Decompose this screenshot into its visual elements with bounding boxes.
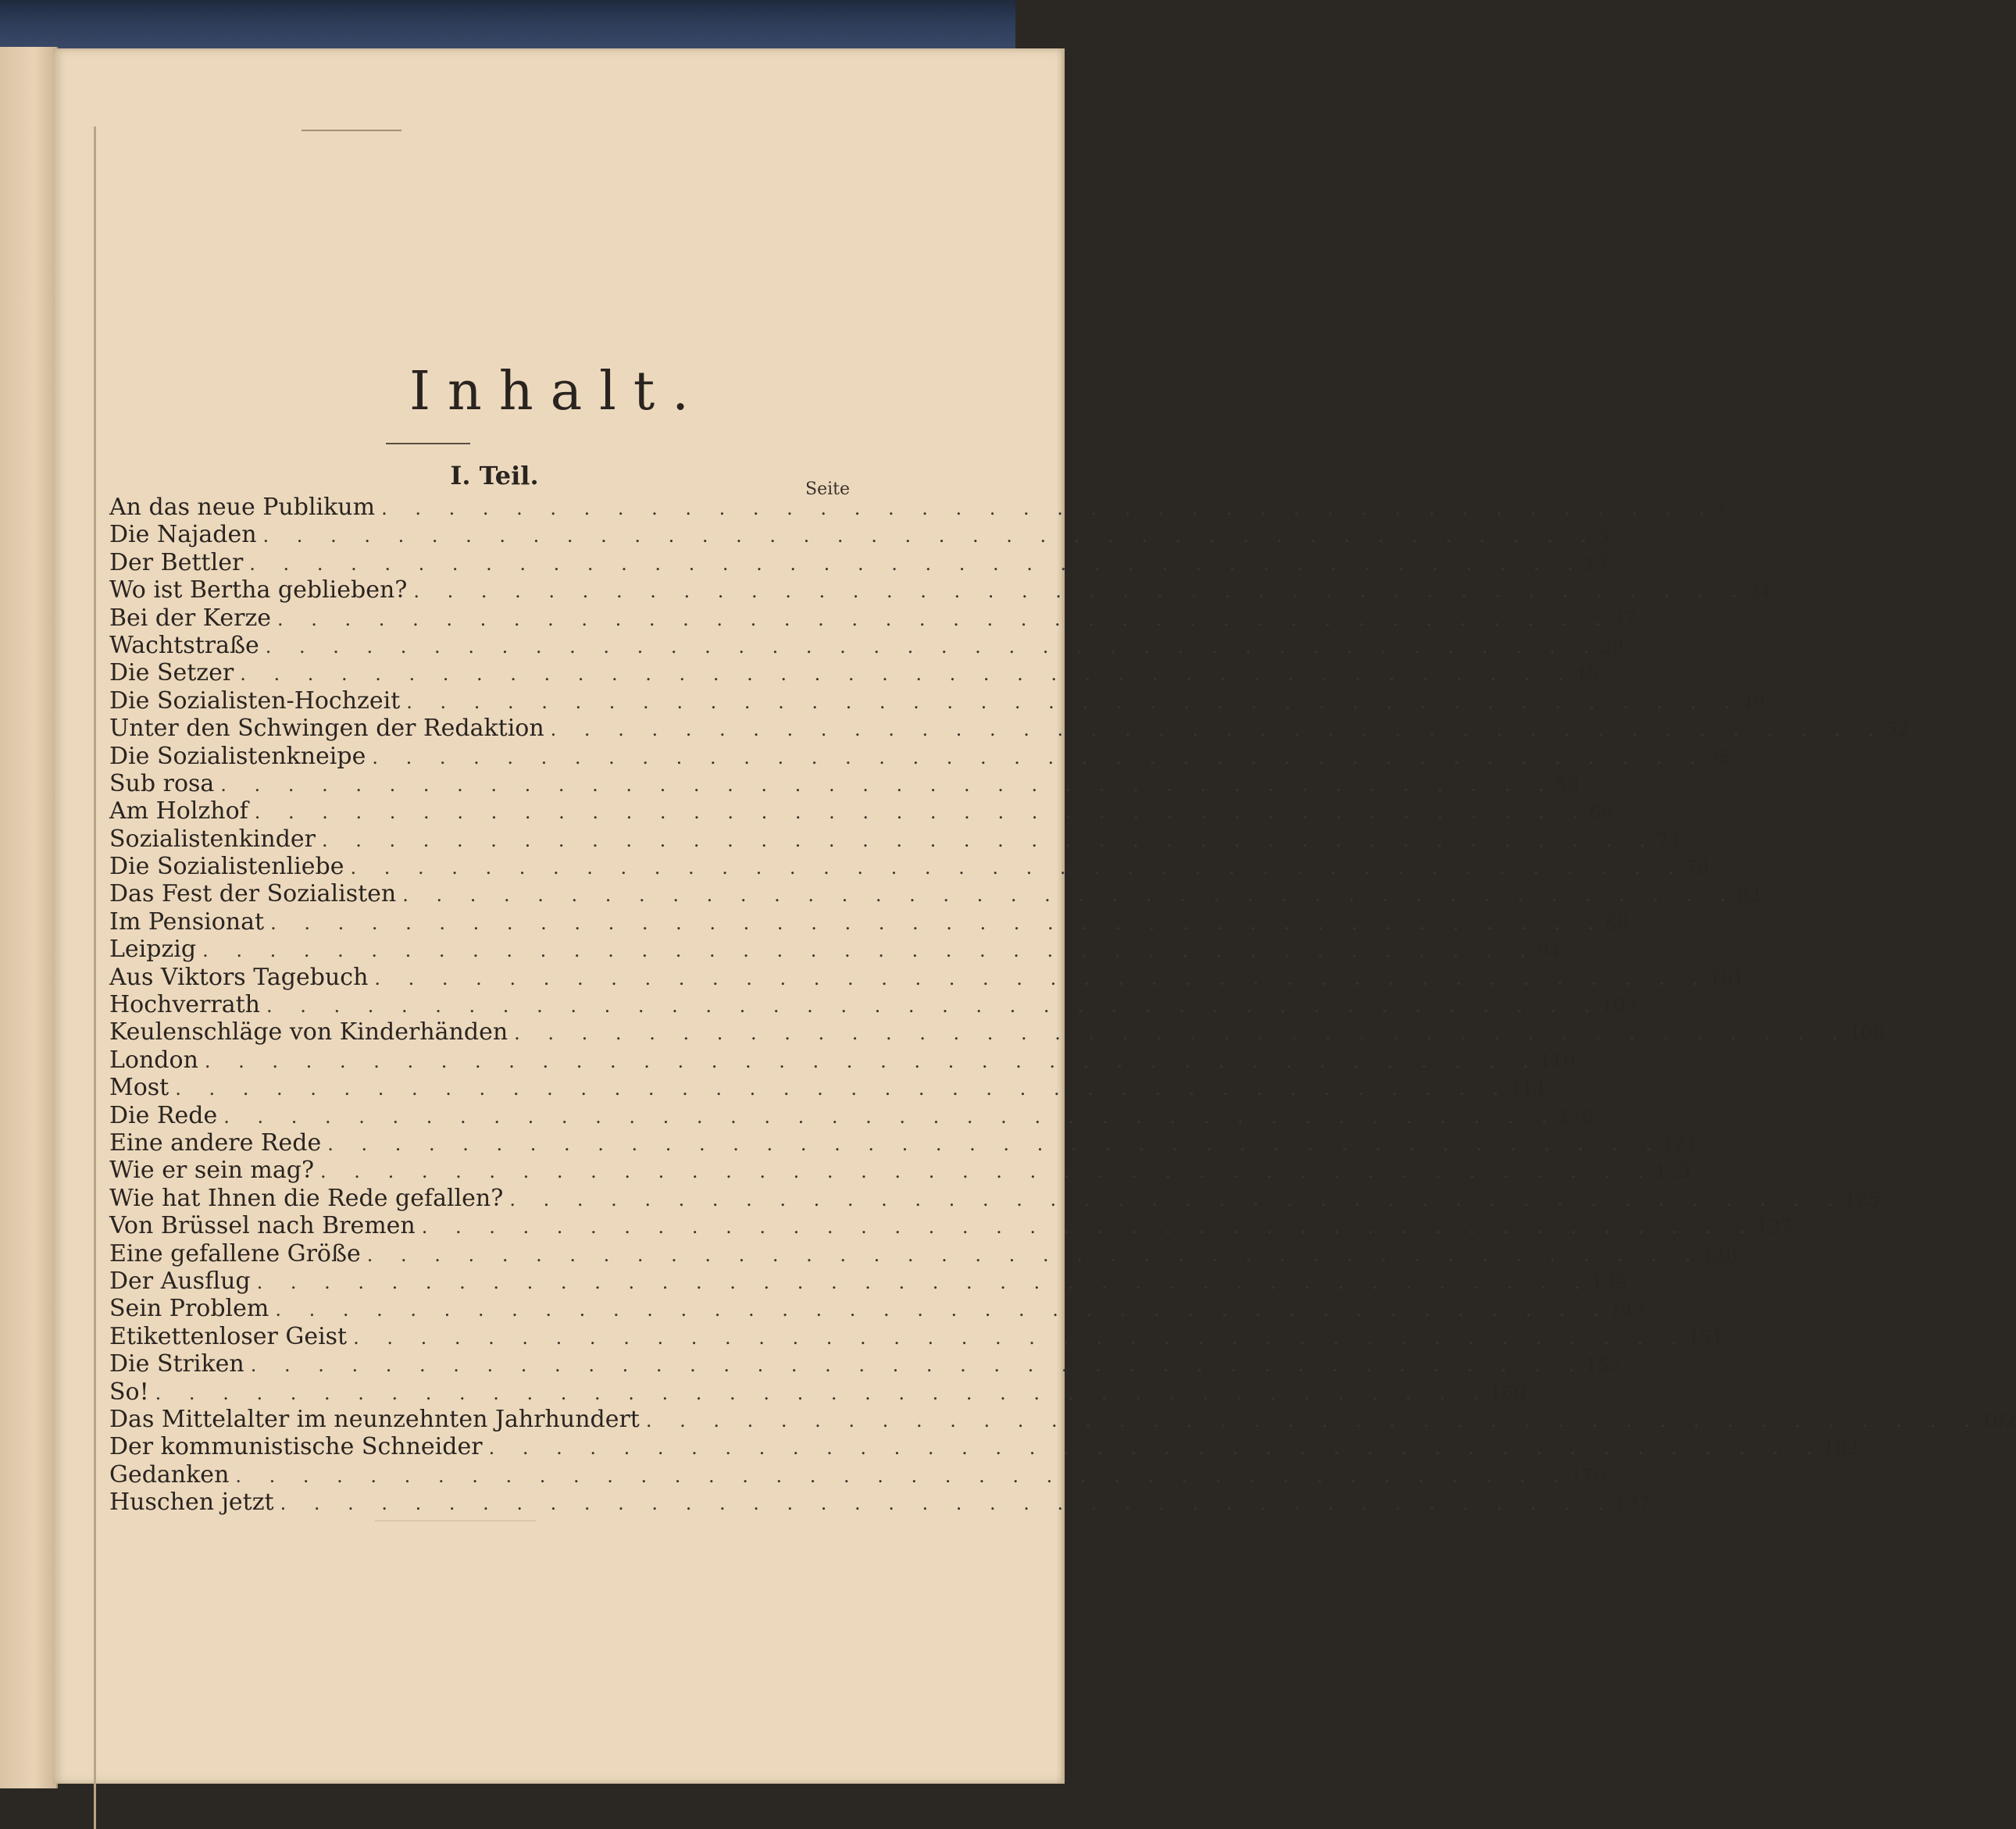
toc-entry [109,548,1608,576]
toc-entry-page: 34 [1748,580,1772,603]
toc-entry-page: 68 [1589,801,1613,824]
toc-entry [109,1157,1691,1185]
toc-entry-page: 127 [1756,1216,1793,1239]
toc-entry-title: Wo ist Bertha geblieben? [109,576,408,604]
toc-entry [109,604,1636,632]
toc-entry-title: Am Holzhof [109,797,248,825]
toc-entry-page: 103 [1600,995,1637,1018]
toc-entry [109,963,1745,991]
toc-entry-title: Wachtstraße [109,631,259,659]
toc-leader-dots: . . . . . . . . . . . . . . . . . . . . . . . . . . . . . . . . . . . . . . . . [353,1326,1688,1349]
toc-leader-dots: . . . . . . . . . . . . . . . . . . . . . . . . . . . . . . . . . . . . . . . . [250,1354,1586,1377]
toc-entry [109,797,1613,825]
toc-entry-title: Das Mittelalter im neunzehnten Jahrhundert [109,1405,640,1433]
toc-entry-page: 79 [1685,857,1709,879]
toc-leader-dots: . . . . . . . . . . . . . . . . . . . . . . . . . . . . . . . . . . . . . . . . [254,801,1590,824]
toc-entry [109,521,1610,549]
toc-entry-title: Sub rosa [109,769,215,797]
toc-entry-title: Die Rede [109,1101,218,1129]
toc-entry-page: 55 [1707,746,1731,768]
toc-entry-title: Huschen jetzt [109,1489,274,1517]
toc-entry-title: Wie er sein mag? [109,1157,315,1185]
toc-entry-page: 94 [1536,939,1561,962]
toc-entry [109,825,1681,853]
toc-entry [109,907,1629,936]
toc-leader-dots: . . . . . . . . . . . . . . . . . . . . . . . . . . . . . . . . . . . . . . . . [270,911,1605,934]
toc-entry [109,1322,1724,1350]
toc-leader-dots: . . . . . . . . . . . . . . . . . . . . . . . . . . . . . . . . . . . . . . . . [204,1050,1540,1072]
toc-entry [109,631,1624,659]
toc-leader-dots: . . . . . . . . . . . . . . . . . . . . . . . . . . . . . . . . . . . . . . . . [223,1105,1558,1128]
toc-entry-title: Die Setzer [109,659,234,687]
toc-entry [109,1074,1546,1102]
toc-leader-dots: . . . . . . . . . . . . . . . . . . . . . . . . . . . . . . . . . . . . . . . . [280,1492,1615,1515]
toc-leader-dots: . . . . . . . . . . . . . . . . . . . . . . . . . . . . . . . . . . . . . . . . [550,718,1886,741]
toc-entry-page: 160 [1490,1382,1526,1404]
toc-leader-dots: . . . . . . . . . . . . . . . . . . . . . . . . . . . . . . . . . . . . . . . . [322,829,1657,851]
toc-entry [109,1128,1698,1157]
toc-leader-dots: . . . . . . . . . . . . . . . . . . . . . . . . . . . . . . . . . . . . . . . . [235,1464,1571,1487]
toc-entry [109,1046,1575,1074]
toc-entry [109,1101,1594,1129]
toc-leader-dots: . . . . . . . . . . . . . . . . . . . . . . . . . . . . . . . . . . . . . . . . [381,497,1716,519]
toc-entry-title: Bei der Kerze [109,604,272,632]
toc-entry-title: Hochverrath [109,991,260,1019]
toc-entry-title: Sozialistenkinder [109,825,316,853]
toc-entry-title: Der Ausflug [109,1267,251,1295]
toc-entry-page: 151 [1687,1326,1724,1349]
toc-entry-title: Most [109,1074,169,1102]
toc-entry-page: 49 [1740,690,1765,713]
toc-entry-page: 139 [1591,1271,1628,1293]
toc-leader-dots: . . . . . . . . . . . . . . . . . . . . . . . . . . . . . . . . . . . . . . . . [155,1382,1490,1404]
toc-entry [109,1460,1606,1489]
toc-entry-page: 110 [1539,1050,1575,1072]
toc-leader-dots: . . . . . . . . . . . . . . . . . . . . . . . . . . . . . . . . . . . . . . . . [509,1188,1845,1210]
toc-leader-dots: . . . . . . . . . . . . . . . . . . . . . . . . . . . . . . . . . . . . . . . . [202,939,1537,962]
page-title: Inhalt. [409,361,706,422]
toc-entry-page: 1 [1715,497,1729,519]
toc-entry [109,1018,1885,1046]
toc-entry-page: 37 [1611,608,1636,630]
toc-entry-title: Eine gefallene Größe [109,1239,361,1267]
toc-leader-dots: . . . . . . . . . . . . . . . . . . . . . . . . . . . . . . . . . . . . . . . . [262,525,1598,547]
toc-entry-page: 3 [1597,525,1610,547]
toc-entry-page: 114 [1509,1078,1546,1100]
toc-leader-dots: . . . . . . . . . . . . . . . . . . . . . . . . . . . . . . . . . . . . . . . . [645,1409,1981,1431]
toc-entry [109,494,1729,521]
toc-entry-page: 176 [1570,1464,1606,1487]
toc-entry-page: 123 [1654,1161,1691,1183]
toc-entry-title: Etikettenloser Geist [109,1322,348,1350]
toc-entry-title: Die Sozialistenkneipe [109,742,366,770]
toc-entry [109,1184,1880,1212]
toc-entry-title: Im Pensionat [109,907,265,936]
toc-entry-title: Gedanken [109,1460,230,1489]
toc-leader-dots: . . . . . . . . . . . . . . . . . . . . . . . . . . . . . . . . . . . . . . . . [327,1132,1662,1155]
toc-leader-dots: . . . . . . . . . . . . . . . . . . . . . . . . . . . . . . . . . . . . . . . . [220,773,1555,796]
toc-entry-title: Das Fest der Sozialisten [109,880,397,908]
toc-leader-dots: . . . . . . . . . . . . . . . . . . . . . . . . . . . . . . . . . . . . . . . . [372,746,1707,768]
toc-entry [109,769,1579,797]
toc-entry [109,853,1709,881]
toc-entry-title: Die Sozialistenliebe [109,853,344,881]
table-of-contents [109,494,2016,1517]
toc-entry [109,1378,1526,1406]
toc-entry-page: 89 [1604,911,1629,934]
toc-entry [109,576,1772,604]
toc-leader-dots: . . . . . . . . . . . . . . . . . . . . . . . . . . . . . . . . . . . . . . . . [175,1078,1510,1100]
toc-entry-page: 108 [1848,1022,1885,1045]
toc-leader-dots: . . . . . . . . . . . . . . . . . . . . . . . . . . . . . . . . . . . . . . . . [514,1022,1849,1045]
toc-entry-title: Wie hat Ihnen die Rede gefallen? [109,1184,504,1212]
toc-entry-title: Die Najaden [109,521,257,549]
toc-entry-page: 177 [1615,1492,1651,1515]
toc-leader-dots: . . . . . . . . . . . . . . . . . . . . . . . . . . . . . . . . . . . . . . . . [350,857,1686,879]
left-page-edge [0,47,58,1788]
toc-entry-title: Von Brüssel nach Bremen [109,1212,416,1240]
toc-entry-page: 82 [1736,884,1761,907]
title-divider [386,443,470,444]
toc-entry-title: Aus Viktors Tagebuch [109,963,369,991]
toc-entry-page: 17 [1583,552,1608,575]
page-column-label: Seite [805,480,850,499]
toc-entry-page: 45 [1574,663,1599,686]
toc-entry-title: An das neue Publikum [109,494,376,521]
toc-leader-dots: . . . . . . . . . . . . . . . . . . . . . . . . . . . . . . . . . . . . . . . . [266,995,1601,1018]
toc-entry [109,1433,1860,1461]
toc-entry-title: So! [109,1378,149,1406]
toc-entry-page: 74 [1656,829,1681,851]
toc-leader-dots: . . . . . . . . . . . . . . . . . . . . . . . . . . . . . . . . . . . . . . . . [240,663,1575,686]
toc-leader-dots: . . . . . . . . . . . . . . . . . . . . . . . . . . . . . . . . . . . . . . . . [256,1271,1592,1293]
toc-entry-title: Eine andere Rede [109,1128,322,1157]
toc-leader-dots: . . . . . . . . . . . . . . . . . . . . . . . . . . . . . . . . . . . . . . . . [265,635,1600,658]
toc-leader-dots: . . . . . . . . . . . . . . . . . . . . . . . . . . . . . . . . . . . . . . . . [406,690,1741,713]
toc-leader-dots: . . . . . . . . . . . . . . . . . . . . . . . . . . . . . . . . . . . . . . . . [366,1243,1702,1266]
toc-entry-title: Die Striken [109,1350,244,1378]
toc-entry [109,1489,1651,1517]
book-cover-edge [0,0,1015,53]
toc-entry-page: 128 [1701,1243,1738,1266]
toc-entry [109,1295,1646,1323]
toc-entry-page: 59 [1554,773,1579,796]
toc-entry-page: 162 [1980,1409,2016,1431]
toc-leader-dots: . . . . . . . . . . . . . . . . . . . . . . . . . . . . . . . . . . . . . . . . [413,580,1749,603]
toc-entry [109,1350,1622,1378]
toc-entry-title: Der kommunistische Schneider [109,1433,483,1461]
toc-entry-page: 125 [1844,1188,1880,1210]
toc-entry-page: 143 [1610,1299,1646,1321]
toc-entry-title: Keulenschläge von Kinderhänden [109,1018,508,1046]
toc-entry [109,1212,1793,1240]
toc-entry [109,991,1637,1019]
toc-leader-dots: . . . . . . . . . . . . . . . . . . . . . . . . . . . . . . . . . . . . . . . . [249,552,1584,575]
toc-leader-dots: . . . . . . . . . . . . . . . . . . . . . . . . . . . . . . . . . . . . . . . . [277,608,1612,630]
toc-leader-dots: . . . . . . . . . . . . . . . . . . . . . . . . . . . . . . . . . . . . . . . . [421,1216,1757,1239]
toc-entry-page: 52 [1885,718,1909,741]
toc-entry [109,1405,2016,1433]
toc-entry [109,686,1765,715]
toc-entry [109,659,1599,687]
toc-entry-page: 162 [1823,1437,1860,1460]
toc-entry [109,880,1761,908]
toc-entry [109,1239,1738,1267]
toc-leader-dots: . . . . . . . . . . . . . . . . . . . . . . . . . . . . . . . . . . . . . . . . [320,1161,1655,1183]
toc-entry-page: 39 [1600,635,1624,658]
toc-entry-page: 101 [1709,967,1745,989]
toc-entry [109,742,1731,770]
toc-entry-page: 121 [1661,1132,1698,1155]
toc-entry [109,715,1909,743]
toc-entry-title: Unter den Schwingen der Redaktion [109,715,544,743]
toc-leader-dots: . . . . . . . . . . . . . . . . . . . . . . . . . . . . . . . . . . . . . . . . [488,1437,1824,1460]
toc-entry [109,1267,1628,1295]
toc-leader-dots: . . . . . . . . . . . . . . . . . . . . . . . . . . . . . . . . . . . . . . . . [275,1299,1611,1321]
toc-entry-title: Die Sozialisten-Hochzeit [109,686,401,715]
toc-leader-dots: . . . . . . . . . . . . . . . . . . . . . . . . . . . . . . . . . . . . . . . . [402,884,1737,907]
book-page [53,48,2016,1784]
toc-entry-title: Sein Problem [109,1295,269,1323]
part-heading: I. Teil. [450,461,539,490]
toc-entry-title: Leipzig [109,936,197,964]
toc-entry-title: London [109,1046,198,1074]
toc-entry-page: 116 [1557,1105,1594,1128]
toc-entry [109,936,1561,964]
toc-entry-title: Der Bettler [109,548,244,576]
toc-entry-page: 152 [1585,1354,1622,1377]
toc-leader-dots: . . . . . . . . . . . . . . . . . . . . . . . . . . . . . . . . . . . . . . . . [374,967,1710,989]
top-margin-mark [302,130,401,131]
